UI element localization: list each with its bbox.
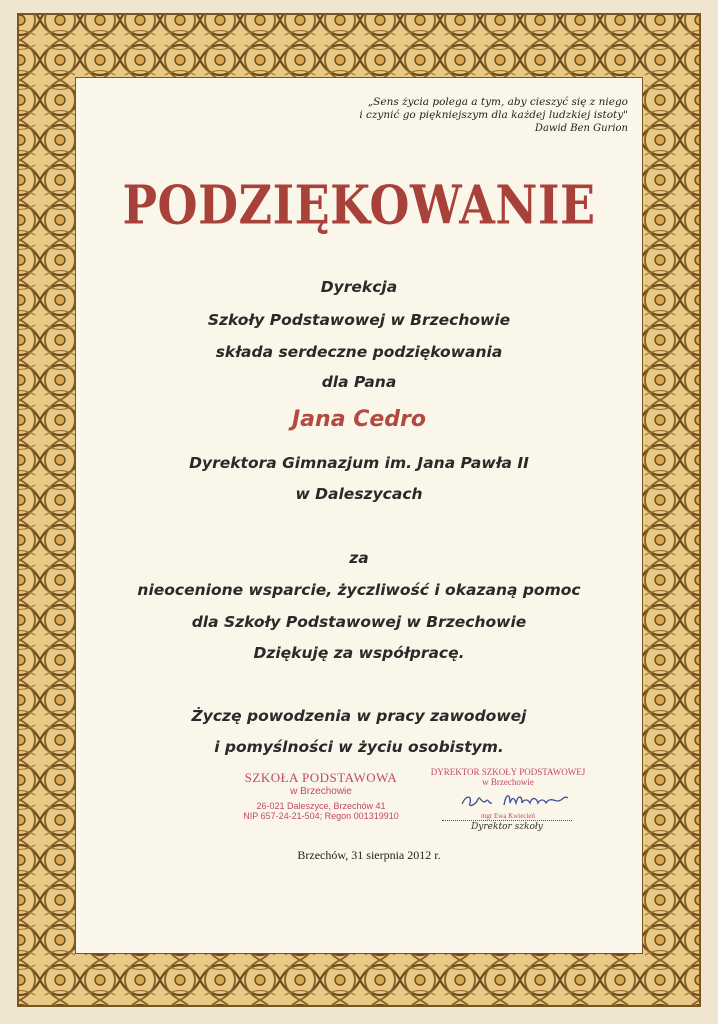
body-line-4: dla Pana — [321, 373, 397, 391]
body-line-9: dla Szkoły Podstawowej w Brzechowie — [191, 613, 527, 631]
body-line-5: Dyrektora Gimnazjum im. Jana Pawła II — [189, 454, 529, 472]
body-line-8: nieocenione wsparcie, życzliwość i okazaną pomoc — [137, 581, 581, 599]
school-stamp-line-3: 26-021 Daleszyce, Brzechów 41 — [256, 801, 386, 811]
director-stamp — [428, 767, 588, 820]
director-stamp-line-3: mgr Ewa Kwiecień — [480, 812, 536, 820]
school-stamp-line-1: SZKOŁA PODSTAWOWA — [244, 770, 398, 785]
body-line-11: Życzę powodzenia w pracy zawodowej — [191, 707, 527, 725]
quote-author: Dawid Ben Gurion — [534, 123, 628, 134]
body-line-12: i pomyślności w życiu osobistym. — [214, 738, 504, 756]
quote-line-1: „Sens życia polega a tym, aby cieszyć się z niego — [367, 96, 628, 108]
body-line-10: Dziękuję za współpracę. — [253, 644, 465, 662]
director-stamp-line-2: w Brzechowie — [482, 777, 534, 787]
body-line-2: Szkoły Podstawowej w Brzechowie — [207, 311, 511, 329]
body-line-3: składa serdeczne podziękowania — [215, 343, 503, 361]
body-line-7: za — [349, 549, 369, 567]
signatory-role: Dyrektor szkoły — [471, 822, 543, 832]
body-line-1: Dyrekcja — [320, 278, 398, 296]
epigraph-quote — [208, 96, 628, 135]
certificate-title: PODZIĘKOWANIE — [122, 173, 596, 237]
quote-line-2: i czynić go piękniejszym dla każdej ludzkiej istoty" — [359, 109, 628, 121]
recipient-name: Jana Cedro — [292, 407, 426, 432]
place-and-date: Brzechów, 31 sierpnia 2012 r. — [297, 848, 441, 862]
school-stamp-line-4: NIP 657-24-21-504; Regon 001319910 — [243, 811, 399, 821]
body-line-6: w Daleszycach — [295, 485, 423, 503]
school-stamp — [226, 770, 416, 821]
handwritten-signature — [458, 789, 588, 811]
signature-line — [442, 820, 572, 821]
director-stamp-line-1: DYREKTOR SZKOŁY PODSTAWOWEJ — [430, 767, 586, 777]
school-stamp-line-2: w Brzechowie — [290, 786, 352, 797]
